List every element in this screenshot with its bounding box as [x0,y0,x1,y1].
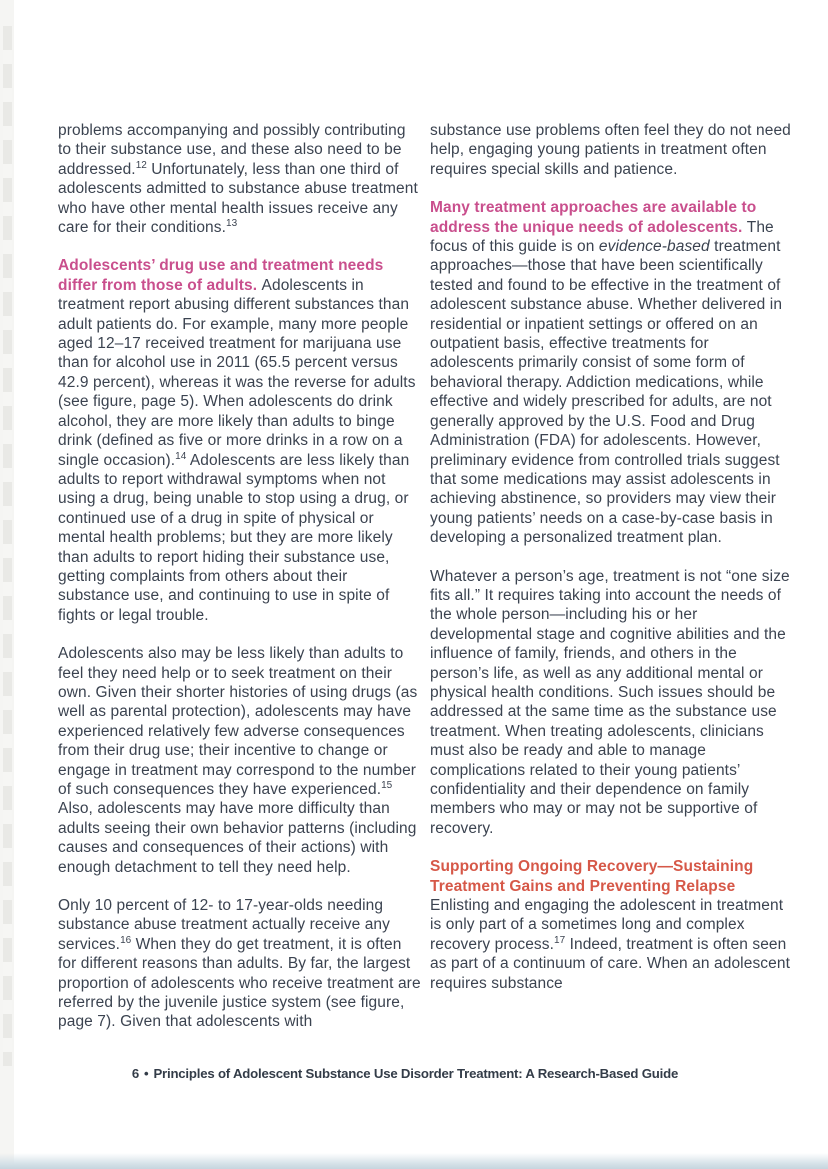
paragraph [58,644,421,877]
body-text: Unfortunately, less than one third of adolescents admitted to substance abuse treatment who have other mental health issues receive any care for their conditions. [58,160,418,237]
body-text: Enlisting and engaging the adolescent in treatment is only part of a sometimes long and complex recovery process. [430,897,784,953]
body-text: problems accompanying and possibly contributing to their substance use, and these also need to be addressed. [58,122,406,178]
body-text: treatment approaches—those that have been scientifically tested and found to be effective in the treatment of adolescent substance abuse. Whether delivered in residential or inpatient settings or offered on an outpatient basis, effective treatments for adolescents primarily consist of some form of behavioral therapy. Addiction medications, while effective and widely prescribed for adults, are not generally approved by the U.S. Food and Drug Administration (FDA) for adolescents. However, preliminary evidence from controlled trials suggest that some medications may assist adolescents in achieving abstinence, so providers may view their young patients’ needs on a case-by-case basis in developing a personalized treatment plan. [430,238,783,547]
paragraph [430,567,793,839]
body-text: Adolescents also may be less likely than adults to feel they need help or to seek treatment on their own. Given their shorter histories of using drugs (as well as parental protection), adolescents may have experienced relatively few adverse consequences from their drug use; their incentive to change or engage in treatment may correspond to the number of such consequences they have experienced. [58,645,418,798]
body-text: When they do get treatment, it is often for different reasons than adults. By far, the largest proportion of adolescents who receive treatment are referred by the juvenile justice system (see figure, page 7). Given that adolescents with [58,935,421,1031]
paragraph [58,896,421,1032]
footnote-ref: 14 [175,450,187,462]
section-adolescents-differ [58,256,421,625]
section-heading: Many treatment approaches are available to address the unique needs of adolescents. [430,199,757,236]
scan-edge-artifact [0,0,14,1169]
scan-edge-dashes [3,26,12,1066]
section-heading: Adolescents’ drug use and treatment needs differ from those of adults. [58,257,384,294]
body-text: Adolescents in treatment report abusing different substances than adult patients do. For example, many more people aged 12–17 received treatment for marijuana use than for alcohol use in 2011 (65.5 percent versus 42.9 percent), whereas it was the reverse for adults (see figure, page 5). When adolescents do drink alcohol, they are more likely than adults to binge drink (defined as five or more drinks in a row on a single occasion). [58,276,416,469]
footer-title: Principles of Adolescent Substance Use Disorder Treatment: A Research-Based Guide [153,1066,679,1081]
footnote-ref: 17 [554,934,566,946]
body-text: Whatever a person’s age, treatment is not “one size fits all.” It requires taking into account the needs of the whole person—including his or her developmental stage and cognitive abilities and the influence of family, friends, and others in the person’s life, as well as any additional mental or physical health conditions. Such issues should be addressed at the same time as the substance use treatment. When treating adolescents, clinicians must also be ready and able to manage complications related to their young patients’ confidentiality and their dependence on family members who may or may not be supportive of recovery. [430,567,790,837]
footnote-ref: 13 [226,217,238,229]
paragraph [58,121,421,237]
body-text: evidence-based [598,238,710,256]
footnote-ref: 15 [381,779,393,791]
page-footer [0,1066,810,1081]
body-text: Adolescents are less likely than adults to report withdrawal symptoms when not using a drug, being unable to stop using a drug, or continued use of a drug in spite of physical or mental health problems; but they are more likely than adults to report hiding their substance use, getting complaints from others about their substance use, and continuing to use in spite of fights or legal trouble. [58,451,410,624]
section-supporting-recovery [430,857,793,993]
scan-bottom-artifact [0,1153,828,1169]
section-treatment-approaches [430,198,793,547]
section-heading: Supporting Ongoing Recovery—Sustaining Treatment Gains and Preventing Relapse [430,858,754,895]
body-text: Only 10 percent of 12- to 17-year-olds needing substance abuse treatment actually receive any services. [58,897,391,953]
body-text: substance use problems often feel they do not need help, engaging young patients in treatment often requires special skills and patience. [430,122,791,178]
body-text: Indeed, treatment is often seen as part of a continuum of care. When an adolescent requires substance [430,935,790,992]
body-text: Also, adolescents may have more difficulty than adults seeing their own behavior patterns (including causes and consequences of their actions) with enough detachment to tell they need help. [58,800,417,876]
body-text: The focus of this guide is on [430,218,774,256]
left-column [58,121,421,1051]
right-column [430,121,793,1012]
footnote-ref: 12 [135,159,147,171]
page-number: 6 [131,1066,140,1081]
footnote-ref: 16 [120,934,132,946]
footer-bullet: • [144,1066,149,1081]
paragraph [430,121,793,179]
